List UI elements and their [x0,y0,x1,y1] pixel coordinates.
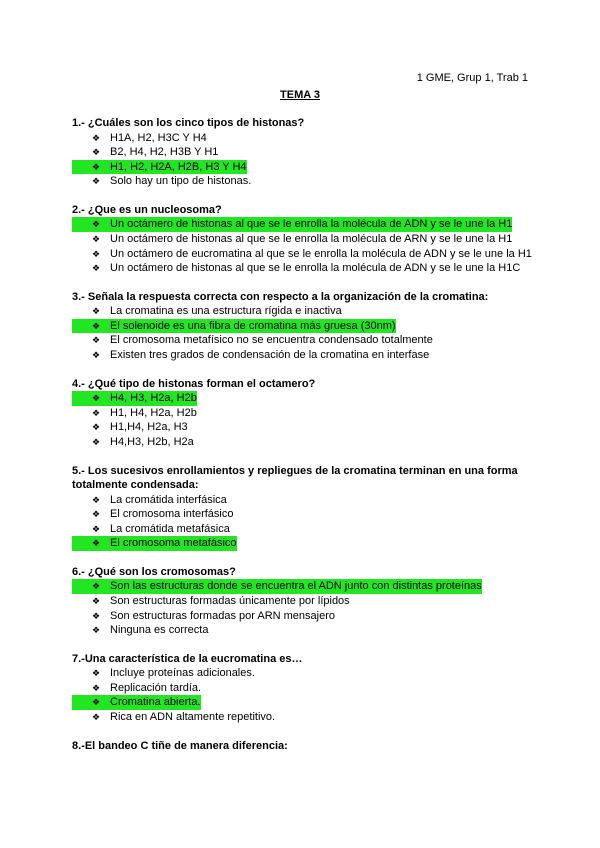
question-5 [72,464,532,551]
question-title: 5.- Los sucesivos enrollamientos y repliegues de la cromatina terminan en una forma totalmente condensada: [72,464,518,491]
answer-option-text: Un octámero de histonas al que se le enrolla la molécula de ADN y se le une la H1C [110,262,521,275]
answer-option-text: Un octámero de histonas al que se le enrolla la molécula de ADN y se le une la H1 [110,218,513,231]
question-title: 3.- Señala la respuesta correcta con respecto a la organización de la cromatina: [72,290,489,303]
course-header: 1 GME, Grup 1, Trab 1 [416,72,528,84]
question-title: 7.-Una característica de la eucromatina es… [72,652,303,665]
question-title: 4.- ¿Qué tipo de histonas forman el octamero? [72,377,316,390]
answer-option-correct [72,319,532,334]
answer-option-text: El cromosoma metafásico [110,537,237,550]
answer-option-text: Son estructuras formadas por ARN mensajero [110,609,335,622]
answer-option [72,493,532,508]
diamond-bullet-icon: ❖ [92,306,101,317]
diamond-bullet-icon: ❖ [72,695,110,710]
answer-option-text: Solo hay un tipo de histonas. [110,175,252,188]
answer-option [72,507,532,522]
diamond-bullet-icon: ❖ [72,536,110,551]
diamond-bullet-icon: ❖ [92,407,101,418]
answer-option-text: La cromátida interfásica [110,493,227,506]
answer-option-text: H1, H2, H2A, H2B, H3 Y H4 [110,160,247,173]
diamond-bullet-icon: ❖ [72,319,110,334]
diamond-bullet-icon: ❖ [92,436,101,447]
answer-option [72,174,532,189]
question-2 [72,203,532,276]
diamond-bullet-icon: ❖ [92,509,101,520]
diamond-bullet-icon: ❖ [92,248,101,259]
answer-option-correct [72,160,532,175]
answer-option-text: El cromosoma interfásico [110,508,234,521]
answer-option-text: Existen tres grados de condensación de la cromatina en interfase [110,349,430,362]
question-title: 2.- ¿Que es un nucleosoma? [72,203,222,216]
answer-option-text: H1A, H2, H3C Y H4 [110,131,207,144]
answer-option-text: H1,H4, H2a, H3 [110,421,188,434]
diamond-bullet-icon: ❖ [92,422,101,433]
question-7 [72,652,532,725]
diamond-bullet-icon: ❖ [92,595,101,606]
answer-option-text: Replicación tardía. [110,681,202,694]
diamond-bullet-icon: ❖ [92,263,101,274]
answer-option [72,145,532,160]
answer-option-text: B2, H4, H2, H3B Y H1 [110,146,219,159]
answer-options [72,666,532,724]
answer-option-text: Son estructuras formadas únicamente por lípidos [110,594,350,607]
answer-option-text: H4, H3, H2a, H2b [110,392,197,405]
answer-options [72,579,532,637]
diamond-bullet-icon: ❖ [92,625,101,636]
diamond-bullet-icon: ❖ [72,160,110,175]
answer-option [72,304,532,319]
question-title: 1.- ¿Cuáles son los cinco tipos de histonas? [72,117,305,129]
answer-option [72,247,532,262]
answer-options [72,391,532,449]
answer-option-text: El cromosoma metafísico no se encuentra condensado totalmente [110,334,433,347]
answer-options [72,131,532,189]
answer-option [72,594,532,609]
question-6 [72,565,532,638]
answer-option-text: H4,H3, H2b, H2a [110,435,194,448]
diamond-bullet-icon: ❖ [92,335,101,346]
answer-option-text: Ninguna es correcta [110,624,209,637]
diamond-bullet-icon: ❖ [92,523,101,534]
answer-option-text: Incluye proteínas adicionales. [110,667,255,680]
answer-option-text: La cromátida metafásica [110,522,230,535]
answer-option-correct [72,217,532,232]
diamond-bullet-icon: ❖ [72,579,110,594]
answer-option-text: Cromatina abierta. [110,696,201,709]
answer-option [72,333,532,348]
diamond-bullet-icon: ❖ [92,610,101,621]
answer-option-text: Rica en ADN altamente repetitivo. [110,711,276,724]
question-3 [72,290,532,363]
answer-option [72,681,532,696]
answer-option-text: El solenoide es una fibra de cromatina más gruesa (30nm) [110,319,396,332]
answer-options [72,217,532,275]
answer-option-text: H1, H4, H2a, H2b [110,406,197,419]
answer-option [72,666,532,681]
answer-option-correct [72,579,532,594]
answer-option-correct [72,536,532,551]
diamond-bullet-icon: ❖ [92,233,101,244]
answer-options [72,304,532,362]
question-4 [72,377,532,450]
answer-option-correct [72,695,532,710]
diamond-bullet-icon: ❖ [92,668,101,679]
question-title: 8.-El bandeo C tiñe de manera diferencia: [72,739,288,752]
question-8 [72,739,532,754]
diamond-bullet-icon: ❖ [72,391,110,406]
answer-option [72,435,532,450]
question-list [72,116,532,767]
answer-option [72,710,532,725]
question-title: 6.- ¿Qué son los cromosomas? [72,565,236,578]
answer-option [72,420,532,435]
answer-option [72,623,532,638]
answer-option [72,131,532,146]
diamond-bullet-icon: ❖ [92,350,101,361]
diamond-bullet-icon: ❖ [92,176,101,187]
answer-option [72,232,532,247]
answer-option [72,609,532,624]
diamond-bullet-icon: ❖ [92,682,101,693]
answer-option-text: Un octámero de eucromatina al que se le enrolla la molécula de ADN y se le une la H1 [110,247,532,260]
page-title: TEMA 3 [280,89,320,101]
answer-option [72,522,532,537]
diamond-bullet-icon: ❖ [92,494,101,505]
answer-option-text: Son las estructuras donde se encuentra el ADN junto con distintas proteínas [110,580,482,593]
answer-option [72,406,532,421]
diamond-bullet-icon: ❖ [72,217,110,232]
answer-option-correct [72,391,532,406]
answer-option [72,348,532,363]
diamond-bullet-icon: ❖ [92,132,101,143]
diamond-bullet-icon: ❖ [92,147,101,158]
question-1 [72,116,532,189]
diamond-bullet-icon: ❖ [92,712,101,723]
answer-option [72,261,532,276]
answer-option-text: La cromatina es una estructura rígida e inactiva [110,305,342,318]
answer-options [72,493,532,551]
answer-option-text: Un octámero de histonas al que se le enrolla la molécula de ARN y se le une la H1 [110,232,513,245]
